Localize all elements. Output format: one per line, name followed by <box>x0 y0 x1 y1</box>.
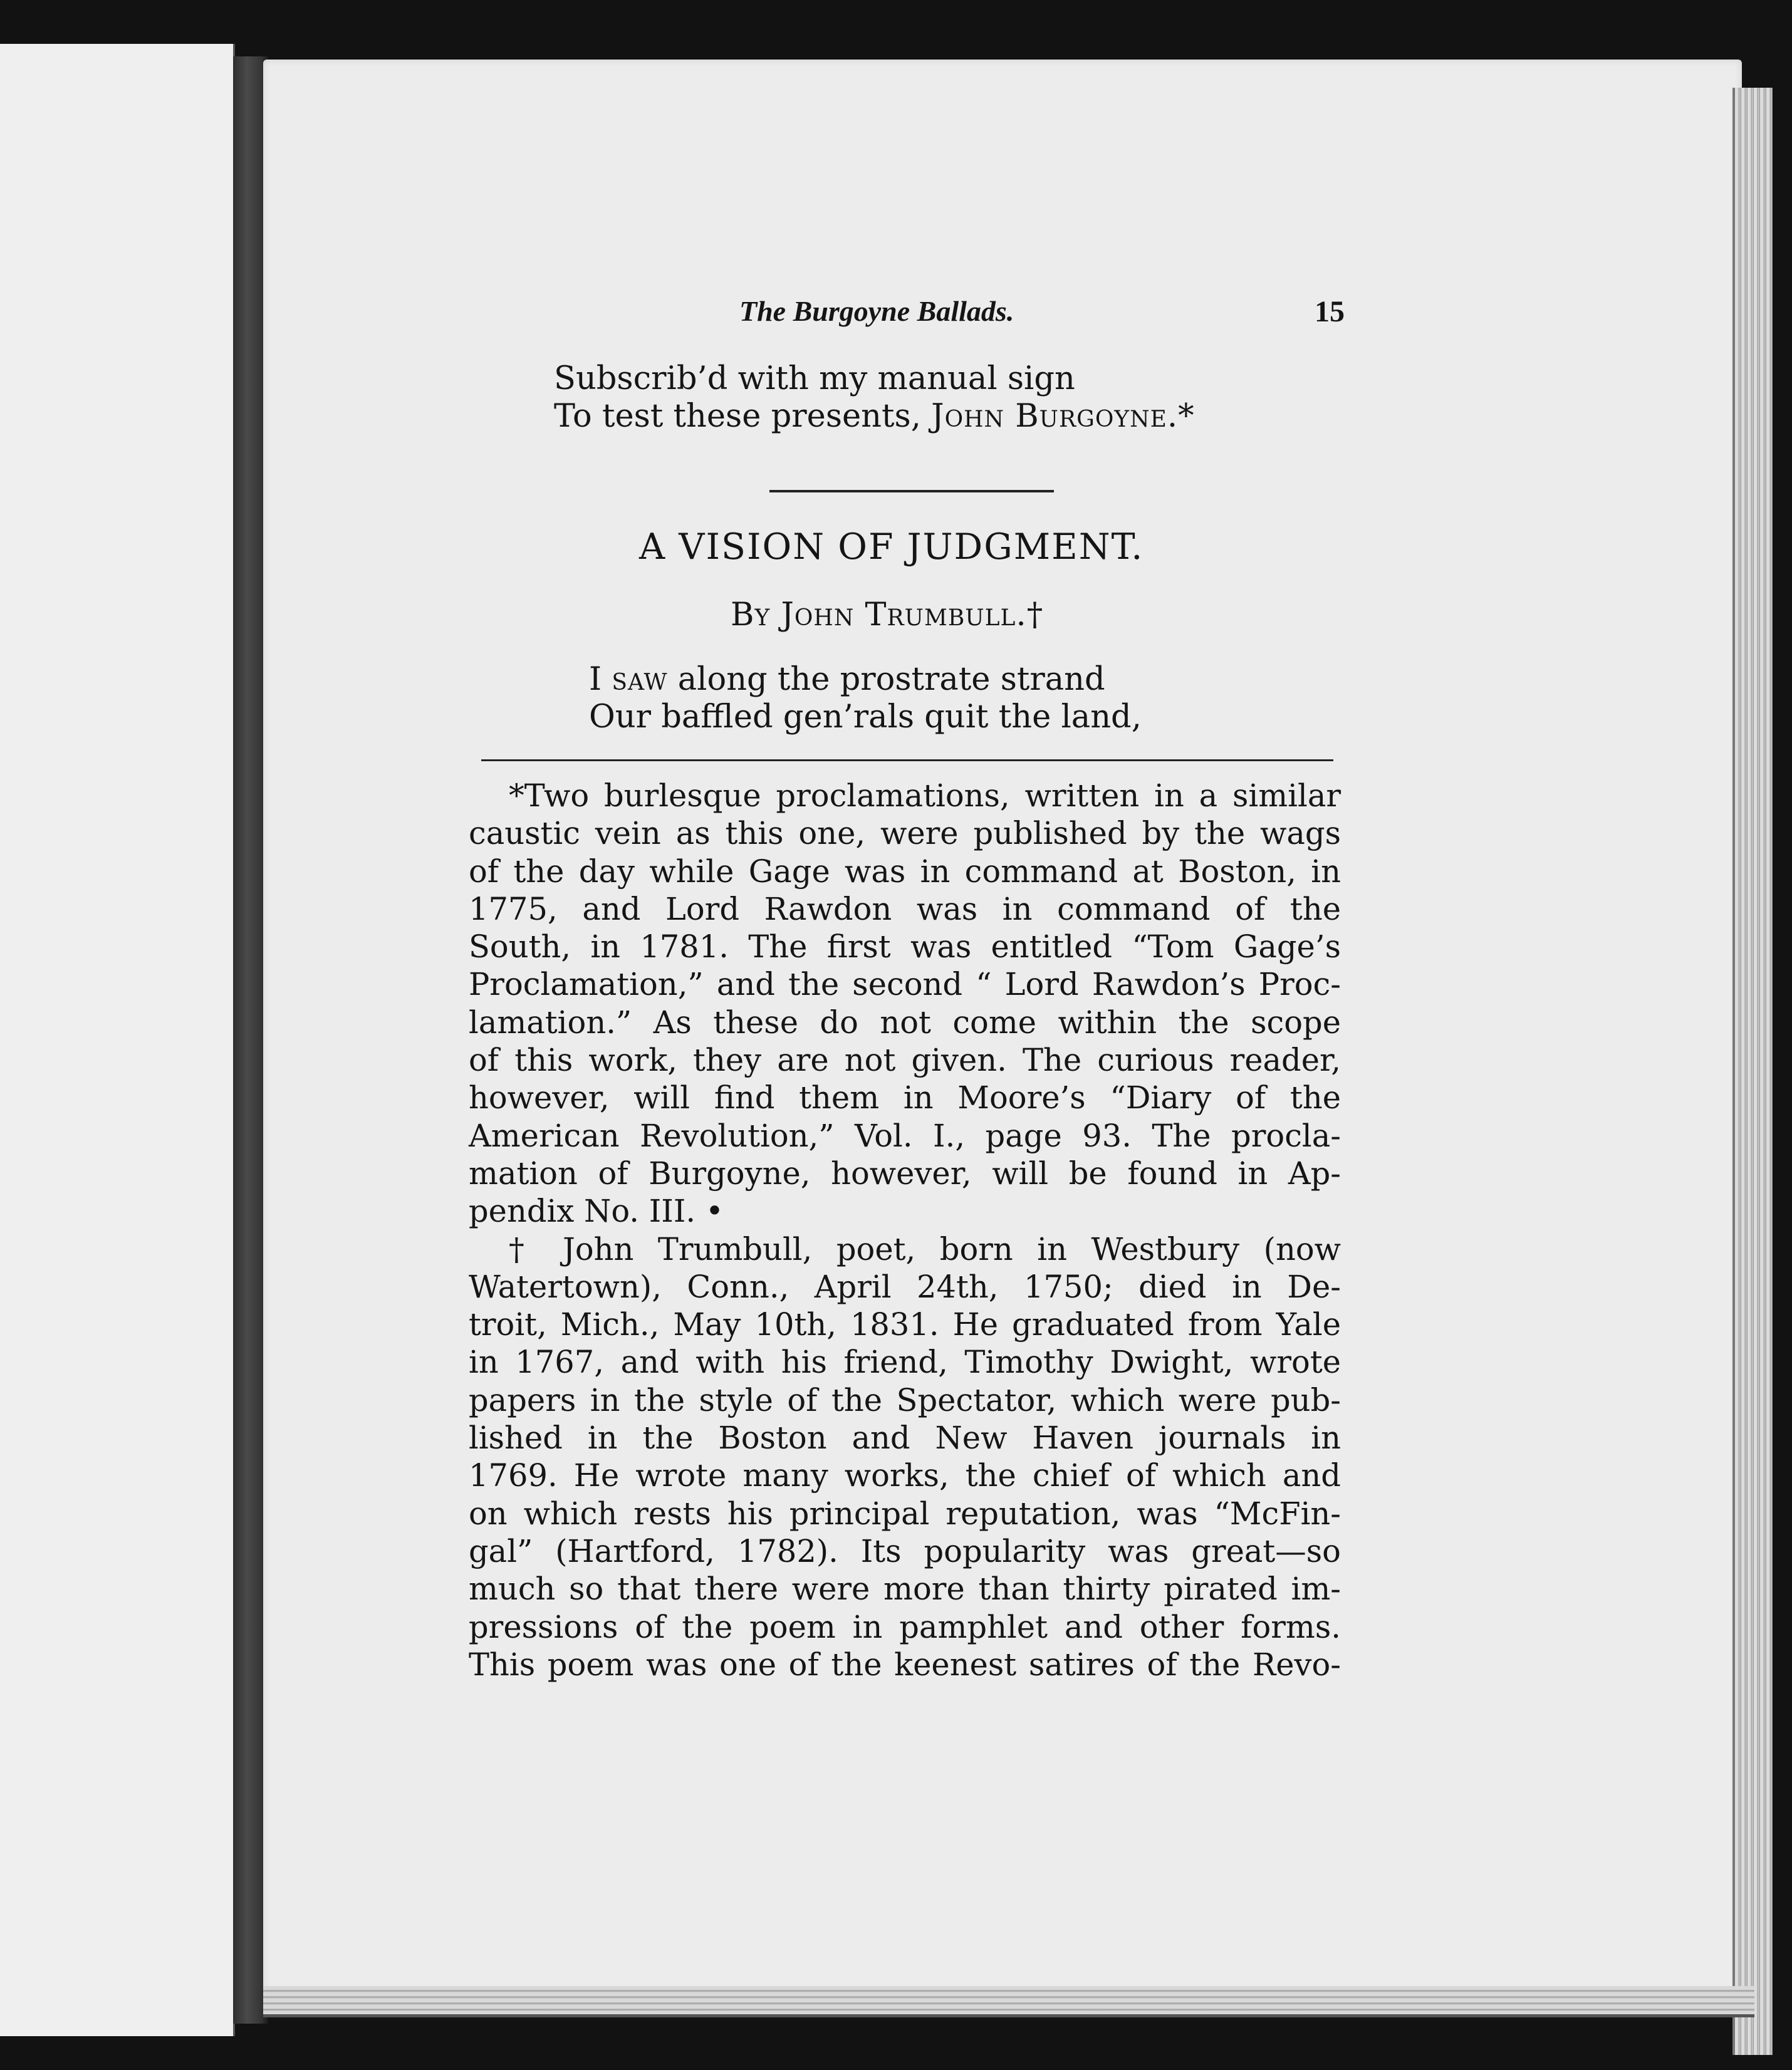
section-divider <box>769 490 1054 492</box>
footnote-line: pressions of the poem in pamphlet and other forms. <box>469 1608 1341 1645</box>
footnote-line: mation of Burgoyne, however, will be found in Ap- <box>469 1155 1341 1192</box>
footnote-line: Watertown), Conn., April 24th, 1750; died in De- <box>469 1268 1341 1305</box>
footnote-line: pendix No. III. • <box>469 1193 724 1230</box>
byline-prefix: By <box>731 596 781 633</box>
verse-line: Our baffled gen’rals quit the land, <box>589 699 1142 736</box>
footnote-line: † John Trumbull, poet, born in Westbury (now <box>509 1230 1341 1267</box>
footnote-1 <box>469 777 1341 1230</box>
verse-line <box>554 398 1194 435</box>
author-name: John Trumbull. <box>781 596 1027 633</box>
footnote-2 <box>469 1230 1341 1684</box>
footnote-line: South, in 1781. The first was entitled “Tom Gage’s <box>469 928 1341 965</box>
running-head-title: The Burgoyne Ballads. <box>739 295 1014 327</box>
signature-name: John Burgoyne. <box>931 398 1179 435</box>
footnote-line: papers in the style of the Spectator, which were pub- <box>469 1381 1341 1418</box>
verse-line-rest: along the prostrate strand <box>667 661 1105 698</box>
page-number: 15 <box>1315 295 1345 328</box>
footnote-line: in 1767, and with his friend, Timothy Dwight, wrote <box>469 1344 1341 1381</box>
opening-verse <box>554 360 1194 435</box>
footnote-line: lished in the Boston and New Haven journals in <box>469 1420 1341 1457</box>
footnote-mark: † <box>1026 596 1043 633</box>
footnote-line: gal” (Hartford, 1782). Its popularity was great—so <box>469 1532 1341 1569</box>
footnote-line: troit, Mich., May 10th, 1831. He graduated from Yale <box>469 1306 1341 1343</box>
footnote-line: of this work, they are not given. The curious reader, <box>469 1042 1341 1079</box>
footnote-mark: * <box>1178 398 1194 435</box>
footnote-line: 1769. He wrote many works, the chief of which and <box>469 1457 1341 1494</box>
page-edges-right <box>1732 88 1773 2055</box>
poem-verse <box>589 661 1142 736</box>
footnote-line: American Revolution,” Vol. I., page 93. The procla- <box>469 1117 1341 1154</box>
verse-line-prefix: To test these presents, <box>554 398 932 435</box>
footnote-line: 1775, and Lord Rawdon was in command of the <box>469 890 1341 927</box>
footnote-line: lamation.” As these do not come within the scope <box>469 1004 1341 1041</box>
footnote-rule <box>481 759 1333 761</box>
verse-line <box>589 661 1142 699</box>
footnote-line: however, will find them in Moore’s “Diary of the <box>469 1079 1341 1116</box>
footnotes <box>469 777 1341 1683</box>
footnote-line: much so that there were more than thirty pirated im- <box>469 1571 1341 1608</box>
footnote-line: *Two burlesque proclamations, written in a similar <box>509 778 1341 814</box>
footnote-line: on which rests his principal reputation, was “McFin- <box>469 1495 1341 1532</box>
poem-byline <box>731 596 1043 633</box>
left-page-blank <box>0 44 235 2036</box>
page-edges-bottom <box>263 1986 1754 2017</box>
footnote-line: caustic vein as this one, were published by the wags <box>469 815 1341 852</box>
smallcaps-word: saw <box>612 661 668 698</box>
footnote-line: of the day while Gage was in command at Boston, in <box>469 853 1341 890</box>
verse-line: Subscrib’d with my manual sign <box>554 360 1075 397</box>
poem-title: A VISION OF JUDGMENT. <box>639 526 1144 568</box>
drop-initial: I <box>589 661 612 698</box>
footnote-line: This poem was one of the keenest satires of the Revo- <box>469 1646 1341 1683</box>
footnote-line: Proclamation,” and the second “ Lord Rawdon’s Proc- <box>469 966 1341 1003</box>
